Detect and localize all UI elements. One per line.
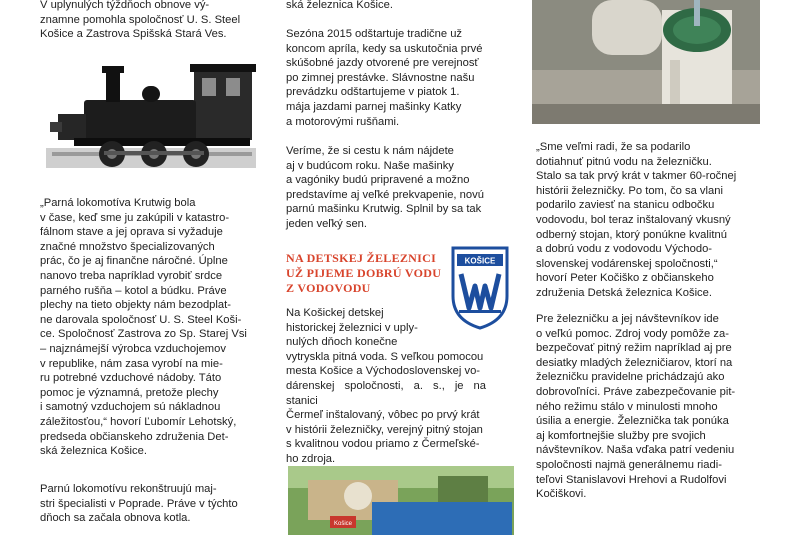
drinking-fountain-photo — [532, 0, 760, 124]
paragraph-water: Na Košickej detskej historickej železnici v uply- nulých dňoch konečne vytryskla pitná voda. S veľkou pomocou mesta Košice a Východoslovenskej vo- dárenskej spoločnosti, a. s., je na stanici Čermeľ inštalovaný, vôbec po prvý krát v histórii železničky, verejný pitný stojan s kvalitnou vodou priamo z Čermeľské- ho zdroja. — [286, 307, 486, 465]
paragraph-restoration: Parnú lokomotívu rekonštruujú maj- stri špecialisti v Poprade. Práve v týchto dňoch sa začala obnova kotla. — [40, 483, 238, 525]
article-column-1-end — [40, 482, 272, 526]
quote-block — [536, 140, 762, 301]
paragraph-sponsors: V uplynulých týždňoch obnove vý- znamne pomohla spoločnosť U. S. Steel Košice a Zastrova Spišská Stará Ves. — [40, 0, 241, 41]
locomotive-photo — [44, 56, 258, 188]
hope-block — [286, 144, 486, 232]
article-column-1 — [40, 0, 272, 42]
paragraph-continuation: ská železnica Košice. — [286, 0, 393, 11]
logo-text: KOŠICE — [464, 256, 496, 266]
paragraph-help: Pre železničku a jej návštevníkov ide o veľkú pomoc. Zdroj vody pomôže za- bezpečovať pitný režim napríklad aj pre desiatky mladých železničiarov, ktorí na železničku pravidelne prichádzajú ako dobrovoľníci. Práve zabezpečovanie pit- ného režimu stálo v minulosti mnoho úsilia a energie. Železnička tak ponúka aj komfortnejšie služby pre svojich návštevníkov. Naša vďaka patrí vedeniu spoločnosti najmä generálnemu riadi- teľovi Stanislavovi Hrehovi a Rudolfovi Kočiškovi. — [536, 313, 736, 501]
paragraph-quote: „Sme veľmi radi, že sa podarilo dotiahnuť pitnú vodu na železničku. Stalo sa tak prvý krát v takmer 60-ročnej histórii železničky. Po tom, čo sa vlani podarilo zaviesť na stanicu odbočku vodovodu, bol teraz inštalovaný vkusný odberný stojan, ktorý ponúkne kvalitnú a dobrú vodu z vodovodu Východo- slovenskej vodárenskej spoločnosti,“ hovorí Peter Kočiško z občianskeho združenia Detská železnica Košice. — [536, 141, 737, 299]
article-column-1-main — [40, 196, 272, 459]
water-block — [286, 306, 486, 467]
water-stand-photo — [288, 466, 514, 535]
article-headline: NA DETSKEJ ŽELEZNICI UŽ PIJEME DOBRÚ VODU Z VODOVODU — [286, 251, 442, 295]
paragraph-krutwig: „Parná lokomotíva Krutwig bola v čase, keď sme ju zakúpili v katastro- fálnom stave a jej oprava si vyžaduje značné množstvo špecializovaných prác, čo je aj finančne náročné. Úplne nanovo treba napríklad vyrobiť srdce parného rušňa – kotol a búdku. Práve plechy na tieto objekty nám bezodplat- ne darovala spoločnosť U. S. Steel Koši- ce. Spoločnosť Zastrova zo Sp. Starej Vsi – najznámejší výrobca vzduchojemov v republike, nám zasa vyrobí na mie- ru potrebné vzduchové nádoby. Táto pomoc je významná, pretože plechy i samotný vzduchojem sú nákladnou záležitosťou,“ hovorí Ľubomír Lehotský, predseda občianskeho združenia Det- ská železnica Košice. — [40, 197, 247, 458]
paragraph-season: Sezóna 2015 odštartuje tradične už koncom apríla, kedy sa uskutočnia prvé skúšobné jazdy otvorené pre verejnosť po zimnej prestávke. Slávnostne našu prevádzku odštartujeme v piatok 1. mája jazdami parnej mašinky Katky a motorovými rušňami. — [286, 28, 483, 128]
article-column-2 — [286, 0, 486, 13]
season-block — [286, 27, 486, 129]
paragraph-hope: Veríme, že si cestu k nám nájdete aj v budúcom roku. Naše mašinky a vagóniky budú pripravené a možno predstavíme aj veľké prekvapenie, novú parnú mašinku Krutwig. Splnil by sa tak jeden veľký sen. — [286, 145, 484, 230]
help-block — [536, 312, 762, 502]
photo-sign-text: Košice — [333, 521, 353, 527]
